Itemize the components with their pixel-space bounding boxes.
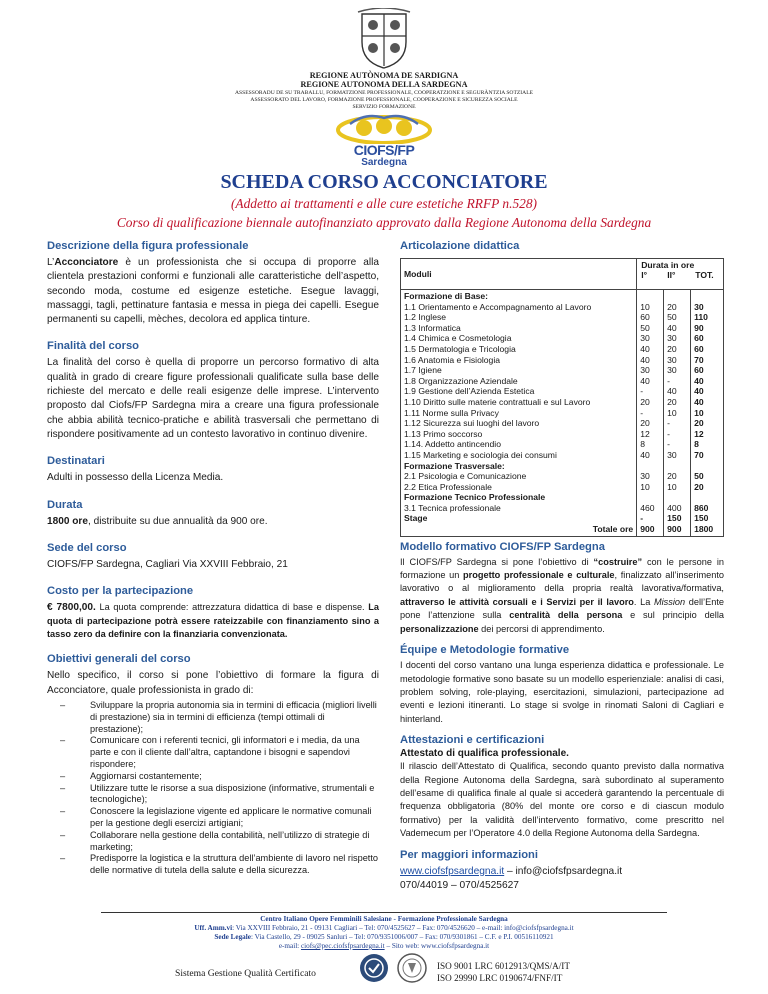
list-item [47,830,379,854]
module-label: 1.4 Chimica e Cosmetologia [404,333,512,344]
text-span: dell’Ente pone l’attenzione sulla [400,596,725,621]
page-title: SCHEDA CORSO ACCONCIATORE [220,171,548,193]
logo-subtext: Sardegna [361,157,407,168]
equipe-text: I docenti del corso vantano una lunga esperienza didattica e professionale. Le metodologie formative sono basate su un modello esperienziale: analisi di casi, problem solving, role-playing, esercitazioni, simulazioni, partecipazione ad eventi e lezioni itineranti. Lo stage si svolge in rinomati Saloni di Cagliari e hinterland. [400,660,724,724]
text-span: dei percorsi di apprendimento. [478,623,605,634]
text-span: con le persone in formazione un [400,556,724,581]
hours-value: 20 [667,343,677,354]
list-item [47,806,379,830]
header-label: Durata in ore [641,260,695,270]
obiettivi-intro: Nello specifico, il corso si pone l’obiettivo di formare la figura di Acconciatore, quale professionista in grado di: [47,670,379,696]
list-item [47,783,379,807]
ciofs-logo [336,110,432,168]
section-heading-destinatari: Destinatari [47,455,105,468]
sede-text: CIOFS/FP Sardegna, Cagliari Via XXVIII Febbraio, 21 [47,558,288,570]
footer-legal [0,933,768,941]
total-value: 900 [640,524,655,535]
text-span: – Sito web: www.ciofsfpsardegna.it [384,942,490,950]
section-heading-obiettivi: Obiettivi generali del corso [47,653,191,666]
hours-value: 30 [640,471,650,482]
hours-total: 150 [694,513,709,524]
hours-value: 30 [640,333,650,344]
list-item-text: Collaborare nella gestione della contabilità, nell’utilizzo di strategie di marketing; [90,829,370,852]
dash-icon: – [60,782,66,793]
dash-icon: – [60,770,66,781]
certification-seal-icon [358,952,390,984]
hours-value: 40 [667,386,677,397]
text-span: , distribuite su due annualità da 900 ore. [87,515,268,527]
hours-value: 20 [667,396,677,407]
dash-icon: – [60,806,66,817]
section-heading-articolazione: Articolazione didattica [400,240,520,252]
list-item [47,853,379,877]
destinatari-text: Adulti in possesso della Licenza Media. [47,472,224,484]
module-label: 1.9 Gestione dell’Azienda Estetica [404,386,535,397]
hours-total: 60 [694,333,704,344]
year2-cell [664,290,691,537]
list-item-text: Utilizzare tutte le risorse a sua disposizione (informative, strumentali e tecnologiche); [90,782,375,805]
module-label: 1.10 Diritto sulle materie contrattuali e sul Lavoro [404,396,591,407]
module-label: 1.7 Igiene [404,365,442,376]
section-heading-description: Descrizione della figura professionale [47,240,249,252]
hours-value: 20 [667,301,677,312]
hours-value: 10 [640,301,650,312]
list-item-text: Sviluppare la propria autonomia sia in termini di efficacia (migliori livelli di prestazione) sia in termini di efficienza (tempi ottimali di prestazione); [90,699,377,734]
logo-text: CIOFS/FP [353,142,415,158]
info-contacts [400,865,724,879]
iso-29990: ISO 29990 LRC 0190674/FNF/IT [437,973,563,983]
hours-value: - [667,428,671,439]
modules-cell [401,290,637,537]
hours-value: 30 [667,333,677,344]
hours-total: 40 [694,375,704,386]
table-header-row [401,259,724,290]
hours-value: - [667,375,671,386]
hours-value: 20 [640,396,650,407]
bold-span: “costruire” [593,556,643,567]
hours-total: 60 [694,343,704,354]
hours-value: 10 [667,481,677,492]
department-sardinian: ASSESSORADU DE SU TRABALLU, FORMATZIONE PROFESSIONALE, COOPERATZIONE E SEGURÀNTZIA SOTZIALE [234,90,534,96]
text-span: L’ [47,257,55,268]
hours-total: 50 [694,471,704,482]
bold-span: centralità della persona [509,610,623,621]
hours-value: 8 [640,439,645,450]
header-label: Moduli [404,269,432,279]
module-label: 1.14. Addetto antincendio [404,439,501,450]
module-label: 1.3 Informatica [404,322,461,333]
table-row [401,290,724,537]
dash-icon: – [60,829,66,840]
hours-total: 70 [694,449,704,460]
hours-value: 400 [667,502,682,513]
hours-value: 30 [667,449,677,460]
hours-total: 20 [694,418,704,429]
page-subtitle-2: Corso di qualificazione biennale autofinanziato approvato dalla Regione Autonoma della Sardegna [116,215,652,230]
hours-total: 8 [694,439,699,450]
module-label: 1.8 Organizzazione Aziendale [404,375,518,386]
module-label: 1.1 Orientamento e Accompagnamento al Lavoro [404,301,592,312]
text-span: : Via Castello, 29 - 09025 Sanluri – Tel: 070/9351006/007 – Fax: 070/9301861 – C.F. e P.I. 00516110921 [250,933,554,941]
hours-value: 10 [640,481,650,492]
hours-value: 30 [667,365,677,376]
module-label: 1.12 Sicurezza sui luoghi del lavoro [404,418,540,429]
hours-total: 90 [694,322,704,333]
year1-cell [637,290,664,537]
obiettivi-list [47,700,379,877]
module-label: 1.2 Inglese [404,312,447,323]
module-label: Stage [404,513,428,524]
hours-value: 40 [640,354,650,365]
email-text: – info@ciofsfpsardegna.it [504,865,623,877]
hours-value: - [667,439,671,450]
group-heading: Formazione Trasversale: [404,460,505,471]
header-col-1: I° [641,270,648,280]
footer-web [0,942,768,950]
text-span: , finalizzato all’inserimento lavorativo o al miglioramento della propria realtà lavorativa/formativa, [400,570,724,594]
list-item-text: Comunicare con i referenti tecnici, gli informatori e i media, da una parte e con il cliente dall’altra, captandone i bisogni e sapendovi rispondere; [90,735,360,769]
grand-total: 1800 [694,524,714,535]
dash-icon: – [60,735,66,746]
group-heading: Formazione Tecnico Professionale [404,492,546,503]
region-emblem [354,8,414,70]
description-text [47,256,379,327]
section-heading-modello: Modello formativo CIOFS/FP Sardegna [400,540,605,553]
hours-value: 30 [640,365,650,376]
hours-value: 10 [667,407,677,418]
header-moduli [401,259,637,290]
hours-value: 40 [640,375,650,386]
durata-text [47,515,379,529]
module-label: 3.1 Tecnica professionale [404,502,501,513]
list-item-text: Conoscere la legislazione vigente ed applicare le normative comunali per la gestione degli esercizi artigiani; [90,806,372,828]
italic-span: Mission [653,596,686,607]
hours-value: 50 [640,322,650,333]
bold-span: personalizzazione [400,623,479,634]
list-item-text: Aggiornarsi costantemente; [90,770,202,781]
iso-certifications [437,960,570,984]
section-heading-attestazioni: Attestazioni e certificazioni [400,734,545,747]
group-heading: Formazione di Base: [404,291,489,301]
hours-value: 60 [640,312,650,323]
hours-value: 460 [640,502,655,513]
text-span: . La [633,596,654,607]
footer-divider [101,912,667,913]
module-label: 1.15 Marketing e sociologia dei consumi [404,449,557,460]
module-label: 1.13 Primo soccorso [404,428,483,439]
total-label: Totale ore [592,524,634,535]
quality-system-label: Sistema Gestione Qualità Certificato [175,968,316,979]
hours-value: 40 [640,449,650,460]
logo-swirl-icon [336,110,432,144]
hours-value: - [640,386,644,397]
hours-value: 20 [667,471,677,482]
costo-text [47,601,379,641]
module-label: 1.11 Norme sulla Privacy [404,407,499,418]
text-span: e sul principio della [622,610,724,621]
text-span: : Via XXVIII Febbraio, 21 - 09131 Cagliari – Tel: 070/4525627 – Fax: 070/4526620 – e-mail: info@ciofsfpsardegna.it [232,924,574,932]
hours-total: 40 [694,386,704,397]
section-heading-costo: Costo per la partecipazione [47,585,194,598]
attestazioni-text: Il rilascio dell’Attestato di Qualifica, secondo quanto previsto dalla normativa della Regione Autonoma della Sardegna, sarà subordinato al superamento dell’esame di qualifica finale al quale si accederà garantendo la percentuale di frequenza obbligatoria (80% del monte ore corso e di ciascun modulo formativo) per la validità dell’intervento formativo, come prescritto nel Vademecum per l’Operatore 4.0 della Regione Autonoma della Sardegna. [400,761,724,839]
region-name-italian: REGIONE AUTONOMA DELLA SARDEGNA [300,80,468,89]
dash-icon: – [60,853,66,864]
hours-total: 30 [694,301,704,312]
region-name-sardinian: REGIONE AUTÒNOMA DE SARDIGNA [309,71,459,80]
left-column [47,240,379,877]
bold-span: La quota di partecipazione potrà essere rateizzabile con finanziamento sino a tasso zero da definire con la finanziaria convenzionata. [47,602,379,639]
page-subtitle: (Addetto ai trattamenti e alle cure estetiche RRFP n.528) [230,196,538,211]
bold-span: Acconciatore [54,257,119,268]
modules-table [400,258,724,537]
section-heading-finalita: Finalità del corso [47,340,140,353]
bold-span: Sede Legale [214,933,251,941]
hours-total: 12 [694,428,704,439]
phone-text: 070/44019 – 070/4525627 [400,879,519,891]
attestazioni-subtitle: Attestato di qualifica professionale. [400,748,569,760]
module-label: 2.2 Etica Professionale [404,481,492,492]
list-item [47,735,379,770]
text-span: e-mail: [278,942,301,950]
hours-value: 12 [640,428,650,439]
section-heading-equipe: Équipe e Metodologie formative [400,644,570,657]
list-item [47,771,379,783]
hours-total: 860 [694,502,709,513]
section-heading-durata: Durata [47,498,83,511]
module-label: 1.5 Dermatologia e Tricologia [404,343,516,354]
website-link[interactable]: www.ciofsfpsardegna.it [400,865,505,877]
right-column [400,240,724,893]
list-item-text: Predisporre la logistica e la struttura dell’ambiente di lavoro nel rispetto delle normative di tutela della salute e della sicurezza. [90,853,379,876]
hours-total: 60 [694,365,704,376]
hours-value: 50 [667,312,677,323]
footer-office [0,924,768,932]
list-item [47,700,379,735]
hours-value: - [667,418,671,429]
modello-text [400,556,724,636]
hours-total: 110 [694,312,708,323]
department-italian: ASSESSORATO DEL LAVORO, FORMAZIONE PROFESSIONALE, COOPERAZIONE E SICUREZZA SOCIALE [250,97,518,103]
accreditation-seal-icon [396,952,428,984]
text-span: è un professionista che si occupa di proporre alla clientela prestazioni conformi e funzionali alle caratteristiche dell’aspetto, secondo moda, costume ed esigenze estetiche. Esegue lavaggi, massaggi, tagli, pettinature fantasia e messa in piega dei capelli. Esegue permanenti su capelli, mèches, decolora ed applica tinture. [47,257,379,326]
header-durata [637,259,724,290]
hours-total: 40 [694,396,704,407]
bold-span: progetto professionale e culturale [463,570,615,581]
header-col-3: TOT. [695,270,714,280]
dash-icon: – [60,699,66,710]
hours-total: 70 [694,354,704,365]
pec-link[interactable]: ciofs@pec.ciofsfpsardegna.it [300,942,385,950]
hours-value: - [640,407,644,418]
total-cell [691,290,724,537]
total-value: 900 [667,524,682,535]
hours-value: 30 [667,354,677,365]
header-subcols [641,270,719,280]
hours-value: 40 [640,343,650,354]
section-heading-sede: Sede del corso [47,541,127,554]
hours-value: 20 [640,418,650,429]
text-span: La quota comprende: attrezzatura didattica di base e dispense. [95,602,369,613]
hours-total: 10 [694,407,704,418]
bold-span: € 7800,00. [47,602,96,614]
hours-value: 150 [667,513,682,524]
finalita-text: La finalità del corso è quella di proporre un percorso formativo di alta qualità in grado di creare figure professionali qualificate sulla base delle richieste del mercato e delle reali esigenze delle imprese. L’intervento proposto dal Ciofs/FP Sardegna mira a creare una figura professionale che abbia abilità tecnico-pratiche e abilità trasversali che permettano di rispondere positivamente ad un contesto lavorativo in continuo divenire. [47,357,379,440]
footer-org: Centro Italiano Opere Femminili Salesiane - Formazione Professionale Sardegna [260,915,508,923]
bold-span: 1800 ore [47,515,88,527]
hours-total: 20 [694,481,704,492]
text-span: Il CIOFS/FP Sardegna si pone l’obiettivo di [400,556,594,567]
bold-span: Uff. Amm.vi [194,924,233,932]
service-name: SERVIZIO FORMAZIONE [352,104,416,110]
header-col-2: II° [667,270,676,280]
section-heading-info: Per maggiori informazioni [400,848,538,861]
module-label: 1.6 Anatomia e Fisiologia [404,354,501,365]
hours-value: 40 [667,322,677,333]
module-label: 2.1 Psicologia e Comunicazione [404,471,527,482]
hours-value: - [640,513,644,524]
iso-9001: ISO 9001 LRC 6012913/QMS/A/IT [437,961,570,971]
bold-span: attraverso le attività corsuali e i Servizi per il lavoro [400,596,634,607]
